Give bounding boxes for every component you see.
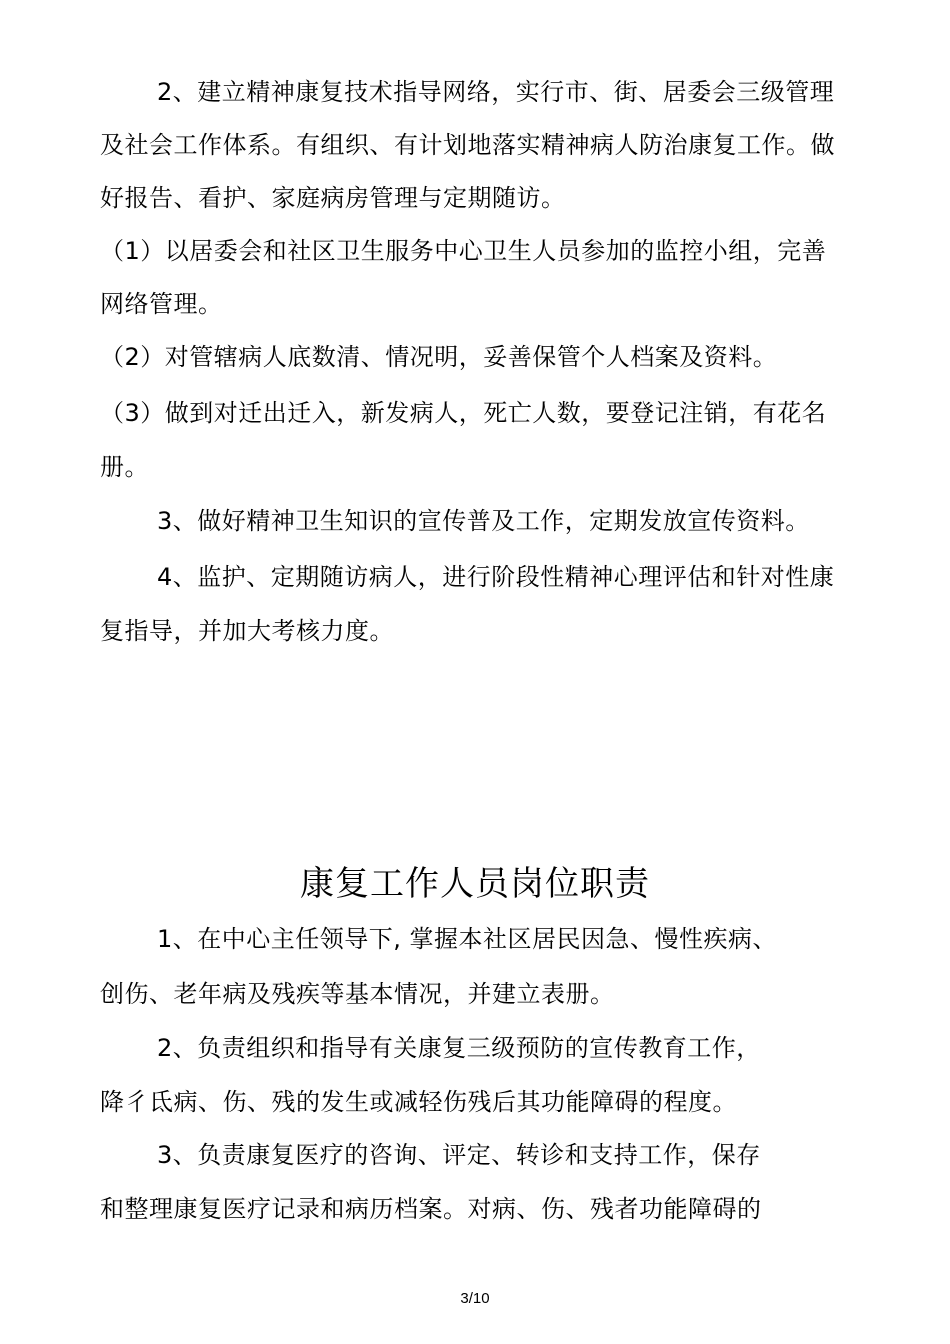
item-1-line-1: （1）以居委会和社区卫生服务中心卫生人员参加的监控小组，完善 (100, 237, 827, 265)
duty-2-line-2: 降彳氐病、伤、残的发生或减轻伤残后其功能障碍的程度。 (100, 1088, 737, 1116)
duty-2-line-1: 2、负责组织和指导有关康复三级预防的宣传教育工作， (157, 1034, 761, 1062)
paragraph-4-line-1: 4、监护、定期随访病人，进行阶段性精神心理评估和针对性康 (157, 563, 835, 591)
paragraph-2-line-2: 及社会工作体系。有组织、有计划地落实精神病人防治康复工作。做 (100, 131, 835, 159)
duty-1-line-1: 1、在中心主任领导下, 掌握本社区居民因急、慢性疾病、 (157, 925, 778, 953)
section-title: 康复工作人员岗位职责 (300, 864, 650, 904)
page-number: 3/10 (460, 1290, 490, 1307)
paragraph-2-line-1: 2、建立精神康复技术指导网络，实行市、街、居委会三级管理 (157, 78, 835, 106)
item-3-line-2: 册。 (100, 453, 149, 481)
duty-3-line-1: 3、负责康复医疗的咨询、评定、转诊和支持工作，保存 (157, 1141, 761, 1169)
paragraph-2-line-3: 好报告、看护、家庭病房管理与定期随访。 (100, 184, 566, 212)
duty-3-line-2: 和整理康复医疗记录和病历档案。对病、伤、残者功能障碍的 (100, 1195, 762, 1223)
paragraph-3-line-1: 3、做好精神卫生知识的宣传普及工作，定期发放宣传资料。 (157, 507, 810, 535)
paragraph-4-line-2: 复指导，并加大考核力度。 (100, 617, 394, 645)
item-1-line-2: 网络管理。 (100, 290, 223, 318)
item-3-line-1: （3）做到对迁出迁入，新发病人，死亡人数，要登记注销，有花名 (100, 399, 827, 427)
item-2-line-1: （2）对管辖病人底数清、情况明，妥善保管个人档案及资料。 (100, 343, 778, 371)
duty-1-line-2: 创伤、老年病及残疾等基本情况，并建立表册。 (100, 980, 615, 1008)
